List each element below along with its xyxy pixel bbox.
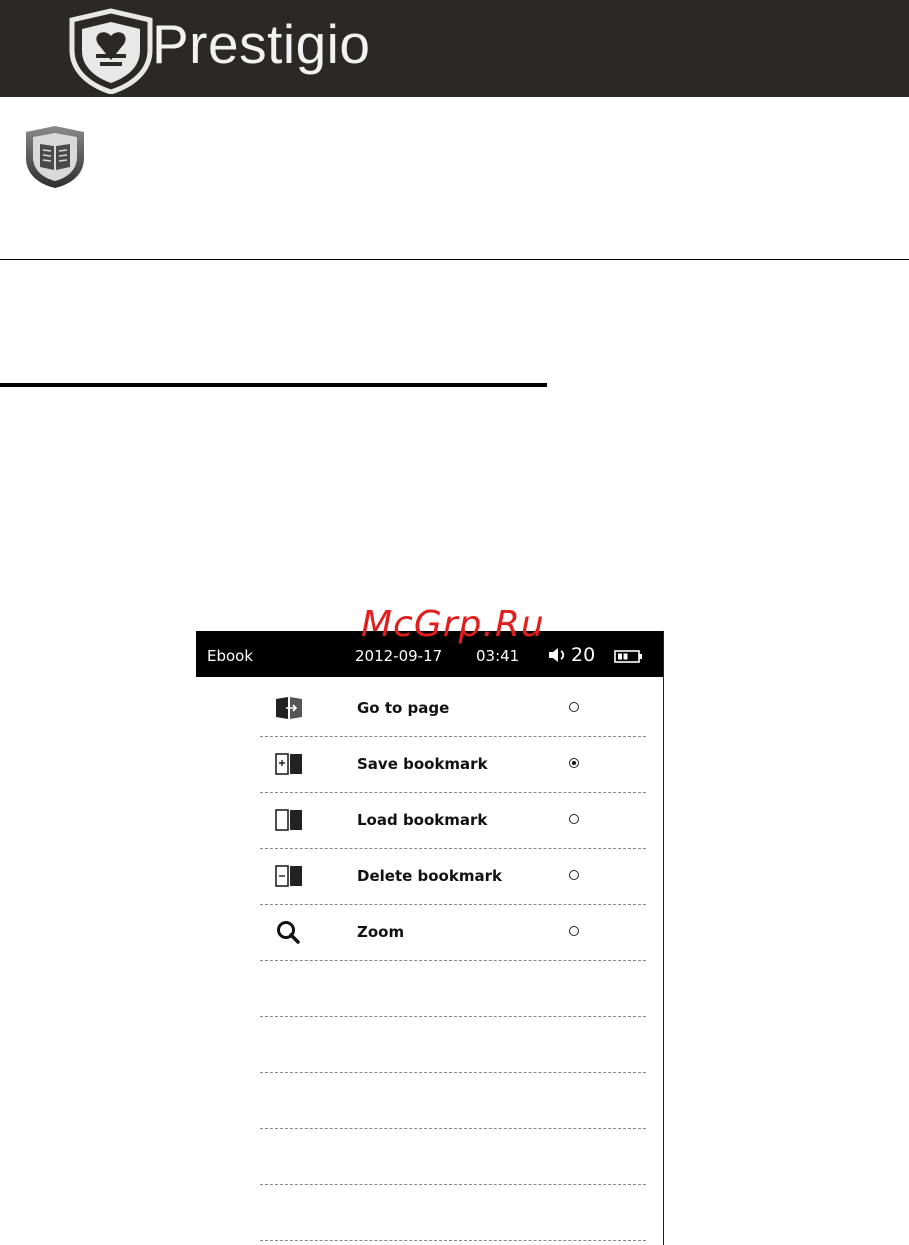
zoom-icon (274, 919, 304, 945)
go-to-page-icon (274, 695, 304, 721)
radio-button[interactable] (569, 814, 579, 824)
speaker-icon (548, 647, 568, 663)
menu-label: Load bookmark (357, 811, 488, 829)
status-date: 2012-09-17 (355, 647, 443, 665)
empty-menu-row (260, 1073, 646, 1129)
menu-item-load-bookmark[interactable] (260, 793, 646, 849)
radio-button[interactable] (569, 702, 579, 712)
empty-menu-row (260, 1185, 646, 1241)
empty-menu-row (260, 1129, 646, 1185)
load-bookmark-icon (274, 807, 304, 833)
menu-item-zoom[interactable] (260, 905, 646, 961)
radio-button[interactable] (569, 870, 579, 880)
brand-name: Prestigio (152, 13, 371, 75)
save-bookmark-icon (274, 751, 304, 777)
watermark-text: McGrp.Ru (361, 604, 545, 645)
menu-item-delete-bookmark[interactable] (260, 849, 646, 905)
brand-header (0, 0, 909, 97)
ebook-device-screen (196, 631, 664, 1245)
status-time: 03:41 (476, 647, 520, 665)
empty-menu-row (260, 1017, 646, 1073)
menu-item-save-bookmark[interactable] (260, 737, 646, 793)
empty-menu-row (260, 961, 646, 1017)
menu-label: Zoom (357, 923, 405, 941)
menu-label: Delete bookmark (357, 867, 502, 885)
radio-button[interactable] (569, 926, 579, 936)
header-divider (0, 259, 909, 260)
ebook-shield-icon (22, 124, 88, 190)
menu-label: Go to page (357, 699, 450, 717)
radio-button-selected[interactable] (569, 758, 579, 768)
menu-label: Save bookmark (357, 755, 488, 773)
section-underline (0, 383, 547, 387)
app-title: Ebook (207, 647, 254, 665)
delete-bookmark-icon (274, 863, 304, 889)
volume-level: 20 (571, 644, 596, 666)
menu-item-go-to-page[interactable] (260, 681, 646, 737)
prestigio-shield-logo-icon (66, 8, 156, 94)
battery-icon (614, 650, 644, 663)
